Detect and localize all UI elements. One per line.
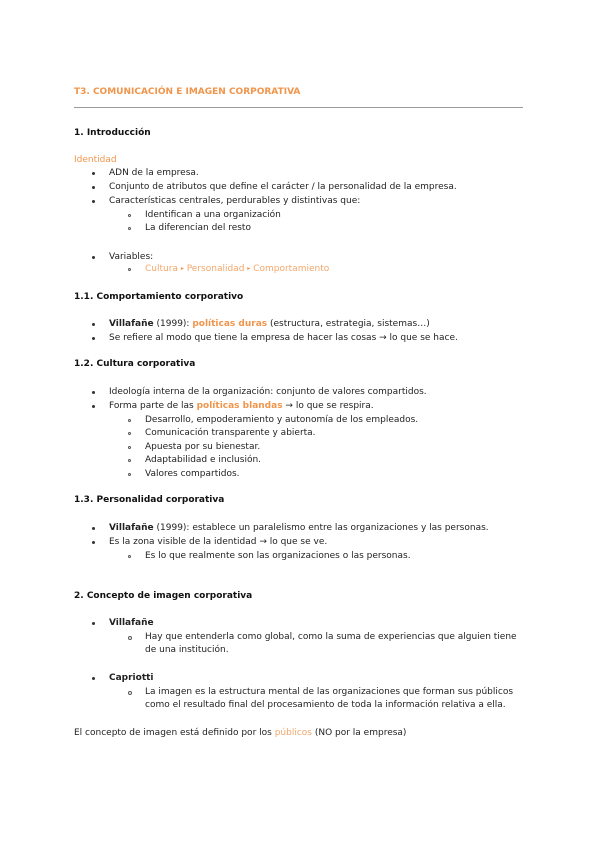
list-item: Características centrales, perdurables y distintivas que: [109, 196, 361, 206]
highlight-term: políticas duras [192, 319, 268, 329]
list-item [109, 319, 430, 329]
item-text: (estructura, estrategia, sistemas…) [267, 319, 430, 329]
author-name: Villafañe [109, 618, 154, 628]
sub-bullet-icon [128, 555, 131, 558]
item-text: Forma parte de las [109, 401, 197, 411]
arrow-separator-icon: ▸ [247, 265, 251, 272]
section-heading-comportamiento: 1.1. Comportamiento corporativo [74, 292, 244, 302]
variable-comportamiento: Comportamiento [253, 264, 330, 274]
list-item [109, 401, 374, 411]
sub-list-item: La diferencian del resto [145, 223, 251, 233]
section-heading-introduccion: 1. Introducción [74, 128, 151, 138]
variables-values [145, 264, 329, 274]
sub-list-item: Comunicación transparente y abierta. [145, 428, 316, 438]
sub-bullet-icon [128, 691, 132, 695]
sub-list-item: Apuesta por su bienestar. [145, 442, 261, 452]
arrow-separator-icon: ▸ [180, 265, 184, 272]
sub-bullet-icon [128, 227, 131, 230]
list-item: Conjunto de atributos que define el carácter / la personalidad de la empresa. [109, 182, 457, 192]
bullet-icon [92, 323, 95, 326]
quote-line: como el resultado final del procesamiento de toda la información relativa a ella. [145, 700, 506, 710]
identidad-label: Identidad [74, 155, 117, 165]
author-name: Villafañe [109, 319, 154, 329]
list-item: ADN de la empresa. [109, 168, 199, 178]
bullet-icon [92, 527, 95, 530]
highlight-term: públicos [274, 728, 312, 738]
list-item [109, 523, 489, 533]
title-divider [74, 107, 523, 108]
list-item: Ideología interna de la organización: conjunto de valores compartidos. [109, 387, 427, 397]
bullet-icon [92, 186, 95, 189]
bullet-icon [92, 391, 95, 394]
sub-bullet-icon [128, 473, 131, 476]
section-heading-personalidad: 1.3. Personalidad corporativa [74, 495, 225, 505]
closing-text: El concepto de imagen está definido por los [74, 728, 275, 738]
section-heading-cultura: 1.2. Cultura corporativa [74, 359, 196, 369]
closing-text: (NO por la empresa) [311, 728, 407, 738]
sub-list-item: Es lo que realmente son las organizaciones o las personas. [145, 551, 411, 561]
list-item: Se refiere al modo que tiene la empresa de hacer las cosas → lo que se hace. [109, 333, 458, 343]
sub-bullet-icon [128, 432, 131, 435]
quote-line: La imagen es la estructura mental de las organizaciones que forman sus públicos [145, 687, 514, 697]
bullet-icon [92, 622, 95, 625]
bullet-icon [92, 200, 95, 203]
year-text: (1999): [153, 319, 193, 329]
author-name: Villafañe [109, 523, 154, 533]
sub-list-item: Identifican a una organización [145, 210, 281, 220]
sub-bullet-icon [128, 214, 131, 217]
sub-bullet-icon [128, 446, 131, 449]
sub-bullet-icon [128, 268, 131, 271]
bullet-icon [92, 172, 95, 175]
bullet-icon [92, 256, 95, 259]
sub-bullet-icon [128, 459, 131, 462]
highlight-term: políticas blandas [196, 401, 283, 411]
sub-list-item: Valores compartidos. [145, 469, 240, 479]
document-title: T3. COMUNICACIÓN E IMAGEN CORPORATIVA [74, 87, 301, 97]
quote-line: Hay que entenderla como global, como la suma de experiencias que alguien tiene [145, 632, 517, 642]
bullet-icon [92, 541, 95, 544]
author-name: Capriotti [109, 673, 154, 683]
bullet-icon [92, 677, 95, 680]
sub-bullet-icon [128, 636, 132, 640]
item-text: (1999): establece un paralelismo entre las organizaciones y las personas. [153, 523, 489, 533]
bullet-icon [92, 337, 95, 340]
item-text: → lo que se respira. [282, 401, 374, 411]
variable-personalidad: Personalidad [186, 264, 245, 274]
closing-sentence [74, 728, 406, 738]
section-heading-imagen: 2. Concepto de imagen corporativa [74, 591, 253, 601]
sub-list-item: Desarrollo, empoderamiento y autonomía de los empleados. [145, 415, 419, 425]
variables-label: Variables: [109, 252, 154, 262]
list-item: Es la zona visible de la identidad → lo que se ve. [109, 537, 328, 547]
sub-list-item: Adaptabilidad e inclusión. [145, 455, 262, 465]
sub-bullet-icon [128, 419, 131, 422]
bullet-icon [92, 405, 95, 408]
quote-line: de una institución. [145, 645, 229, 655]
variable-cultura: Cultura [145, 264, 178, 274]
